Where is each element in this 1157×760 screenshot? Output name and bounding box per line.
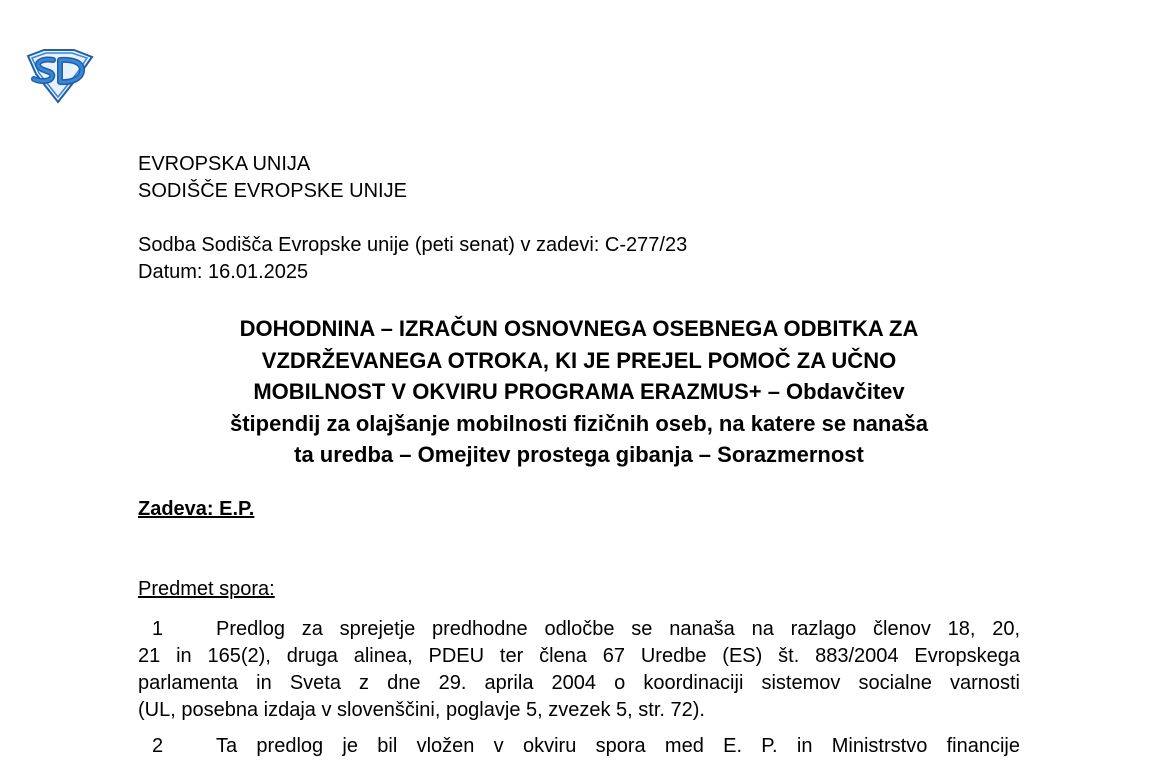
paragraph-line — [138, 733, 1020, 760]
paragraph-text: Ta predlog je bil vložen v okviru spora med E. P. in Ministrstvo financije — [216, 735, 1020, 757]
paragraph-number: 2 — [152, 735, 164, 757]
case-date: Datum: 16.01.2025 — [138, 261, 309, 283]
court-line-eu: EVROPSKA UNIJA — [138, 153, 311, 175]
headline-line: štipendij za olajšanje mobilnosti fizičnih oseb, na katere se nanaša — [229, 410, 929, 436]
headline-line: DOHODNINA – IZRAČUN OSNOVNEGA OSEBNEGA ODBITKA ZA — [239, 316, 919, 341]
court-name-block — [138, 151, 407, 205]
case-info-block — [138, 232, 687, 286]
paragraph-line — [138, 616, 1020, 643]
paragraph-number: 1 — [152, 618, 164, 640]
party-heading: Zadeva: E.P. — [138, 498, 255, 520]
paragraph-line: (UL, posebna izdaja v slovenščini, poglavje 5, zvezek 5, str. 72). — [138, 699, 705, 721]
paragraph-line: parlamenta in Sveta z dne 29. aprila 2004 o koordinaciji sistemov socialne varnosti — [138, 672, 1020, 694]
court-line-court: SODIŠČE EVROPSKE UNIJE — [138, 180, 407, 202]
case-reference: Sodba Sodišča Evropske unije (peti senat) v zadevi: C-277/23 — [138, 234, 688, 256]
paragraph-1 — [138, 616, 1020, 724]
paragraph-text: Predlog za sprejetje predhodne odločbe se nanaša na razlago členov 18, 20, — [216, 618, 1020, 640]
subject-heading: Predmet spora: — [138, 578, 275, 600]
paragraph-line: 21 in 165(2), druga alinea, PDEU ter člena 67 Uredbe (ES) št. 883/2004 Evropskega — [138, 645, 1020, 667]
paragraph-2 — [138, 733, 1020, 760]
headline-line: VZDRŽEVANEGA OTROKA, KI JE PREJEL POMOČ ZA UČNO — [261, 347, 897, 373]
headline-line: MOBILNOST V OKVIRU PROGRAMA ERAZMUS+ – Obdavčitev — [253, 379, 905, 404]
supreme-court-logo — [22, 48, 96, 104]
judgment-headline — [138, 313, 1020, 471]
headline-line: ta uredba – Omejitev prostega gibanja – Sorazmernost — [294, 442, 864, 467]
